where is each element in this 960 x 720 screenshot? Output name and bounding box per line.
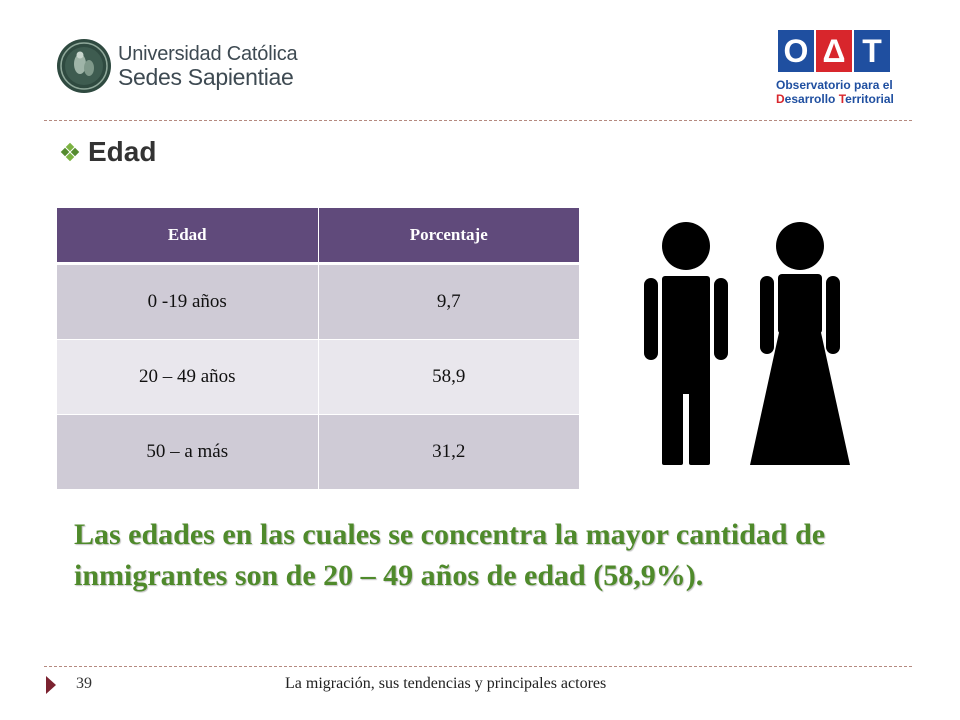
university-logo [56,38,298,98]
cell-percentage: 58,9 [318,340,579,415]
odt-caption-initial-t: T [838,92,846,106]
odt-logo [772,30,902,110]
university-name-line1: Universidad Católica [118,43,298,65]
column-header-edad: Edad [57,208,318,264]
odt-caption-word1: esarrollo [784,92,839,106]
woman-figure-icon [750,222,850,465]
odt-letter-o: O [778,30,814,72]
odt-letter-delta: Δ [816,30,852,72]
university-seal-icon [56,38,112,94]
odt-caption-initial-d: D [776,92,785,106]
odt-caption-word2: erritorial [845,92,894,106]
cell-age-range: 50 – a más [57,415,318,490]
diamond-bullet-icon [62,144,78,160]
page-number: 39 [76,675,92,692]
people-figures [640,216,860,471]
odt-letter-t: T [854,30,890,72]
table-row [57,264,579,340]
section-heading [62,136,156,168]
table-row [57,415,579,490]
header-divider [44,120,912,121]
odt-caption [776,78,894,106]
conclusion-text: Las edades en las cuales se concentra la mayor cantidad de inmigrantes son de 20 – 49 años de edad (58,9%). [74,518,826,592]
university-name-line2: Sedes Sapientiae [118,64,294,90]
cell-percentage: 31,2 [318,415,579,490]
cell-age-range: 0 -19 años [57,264,318,340]
man-figure-icon [644,222,728,465]
age-table [57,208,579,490]
footer-divider [44,666,912,667]
cell-age-range: 20 – 49 años [57,340,318,415]
odt-caption-line1: Observatorio para el [776,78,893,92]
table-row [57,340,579,415]
footer-title: La migración, sus tendencias y principales actores [285,675,607,692]
table-header-row [57,208,579,264]
cell-percentage: 9,7 [318,264,579,340]
column-header-porcentaje: Porcentaje [318,208,579,264]
footer-arrow-icon [46,676,56,694]
heading-text: Edad [88,136,157,167]
